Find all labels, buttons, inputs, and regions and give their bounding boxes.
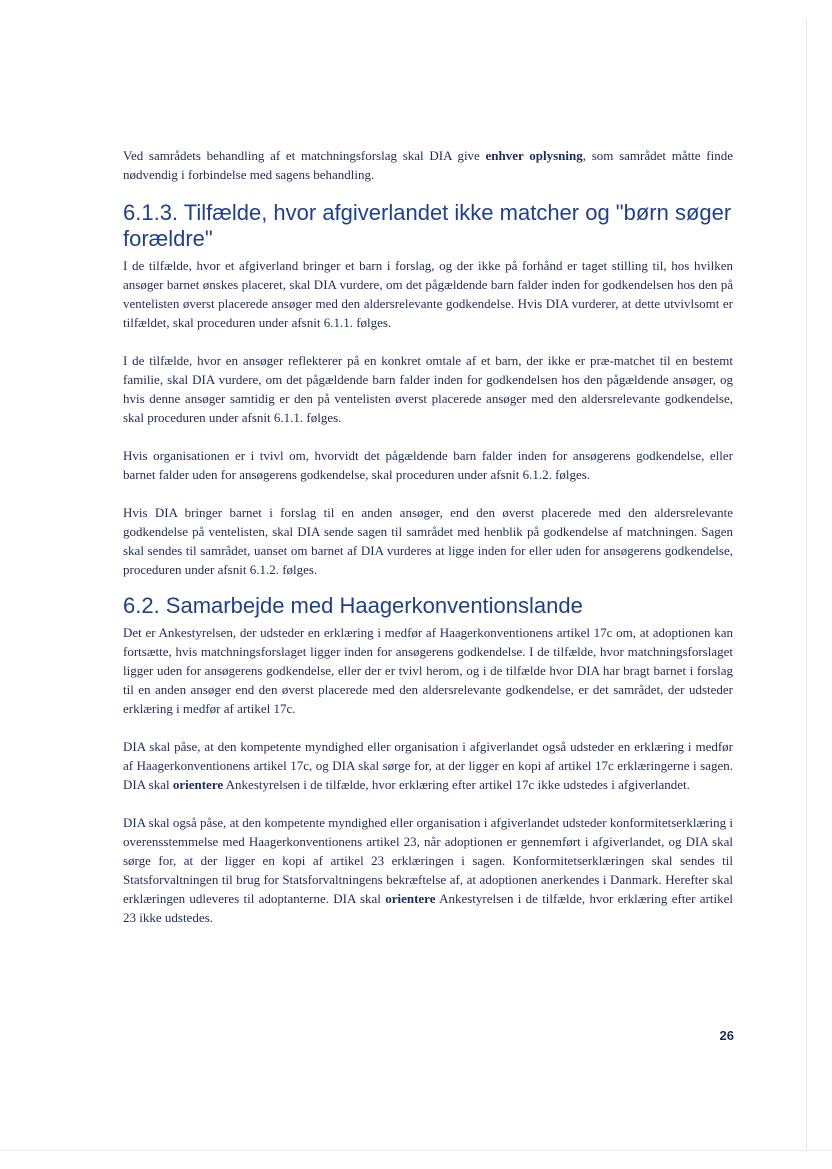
scan-edge-right: [806, 20, 807, 1150]
section-613-paragraph-2: I de tilfælde, hvor en ansøger reflekterer på en konkret omtale af et barn, der ikke er præ-matchet til en bestemt familie, skal DIA vurdere, om det pågældende barn falder inden for godkendelsen hos den pågældende ansøger, og hvis denne ansøger samtidig er den på ventelisten øverst placerede ansøger med den aldersrelevante godkendelse, skal proceduren under afsnit 6.1.1. følges.: [123, 353, 733, 425]
section-613-paragraph-4: Hvis DIA bringer barnet i forslag til en anden ansøger, end den øverst placerede med den aldersrelevante godkendelse på ventelisten, skal DIA sende sagen til samrådet med henblik på godkendelse af matchningen. Sagen skal sendes til samrådet, uanset om barnet af DIA vurderes at ligge inden for eller uden for ansøgerens godkendelse, proceduren under afsnit 6.1.2. følges.: [123, 505, 733, 577]
scan-edge-bottom: [0, 1150, 832, 1151]
orientere-emphasis-2: orientere: [385, 891, 436, 906]
intro-emphasis: enhver oplysning: [485, 148, 583, 163]
section-62-paragraph-1: Det er Ankestyrelsen, der udsteder en erklæring i medfør af Haagerkonventionens artikel 17c om, at adoptionen kan fortsætte, hvis matchningsforslaget ligger inden for ansøgerens godkendelse. I de tilfælde, hvor matchningsforslaget ligger uden for ansøgerens godkendelse, eller der er tvivl herom, og i de tilfælde hvor DIA har bragt barnet i forslag til en anden ansøger end den øverst placerede med den aldersrelevante godkendelse, er det samrådet, der udsteder erklæring i medfør af artikel 17c.: [123, 625, 733, 716]
heading-6-2: 6.2. Samarbejde med Haagerkonventionslande: [123, 593, 583, 618]
section-613-paragraph-3: Hvis organisationen er i tvivl om, hvorvidt det pågældende barn falder inden for ansøgerens godkendelse, eller barnet falder uden for ansøgerens godkendelse, skal proceduren under afsnit 6.1.2. følges.: [123, 448, 733, 482]
page-content: [123, 146, 733, 927]
section-62-paragraph-2: DIA skal påse, at den kompetente myndighed eller organisation i afgiverlandet også udsteder en erklæring i medfør af Haagerkonventionens artikel 17c, og DIA skal sørge for, at der ligger en kopi af artikel 17c erklæringerne i sagen. DIA skal orientere Ankestyrelsen i de tilfælde, hvor erklæring efter artikel 17c ikke udstedes i afgiverlandet.: [123, 739, 733, 792]
intro-paragraph: Ved samrådets behandling af et matchningsforslag skal DIA give enhver oplysning, som samrådet måtte finde nødvendig i forbindelse med sagens behandling.: [123, 148, 733, 182]
section-613-paragraph-1: I de tilfælde, hvor et afgiverland bringer et barn i forslag, og der ikke på forhånd er taget stilling til, hos hvilken ansøger barnet ønskes placeret, skal DIA vurdere, om det pågældende barn falder inden for godkendelsen hos den på ventelisten øverst placerede ansøger med den aldersrelevante godkendelse. Hvis DIA vurderer, at dette utvivlsomt er tilfældet, skal proceduren under afsnit 6.1.1. følges.: [123, 258, 733, 330]
orientere-emphasis-1: orientere: [172, 777, 224, 792]
heading-6-1-3: 6.1.3. Tilfælde, hvor afgiverlandet ikke matcher og "børn søger forældre": [123, 200, 732, 251]
section-62-paragraph-3: DIA skal også påse, at den kompetente myndighed eller organisation i afgiverlandet udsteder konformitetserklæring i overensstemmelse med Haagerkonventionens artikel 23, når adoptionen er gennemført i afgiverlandet, og DIA skal sørge for, at der ligger en kopi af artikel 23 erklæringen i sagen. Konformitetserklæringen skal sendes til Statsforvaltningen til brug for Statsforvaltningens bekræftelse af, at adoptionen anerkendes i Danmark. Herefter skal erklæringen udleveres til adoptanterne. DIA skal orientere Ankestyrelsen i de tilfælde, hvor erklæring efter artikel 23 ikke udstedes.: [123, 815, 733, 925]
page-number: 26: [719, 1028, 734, 1043]
